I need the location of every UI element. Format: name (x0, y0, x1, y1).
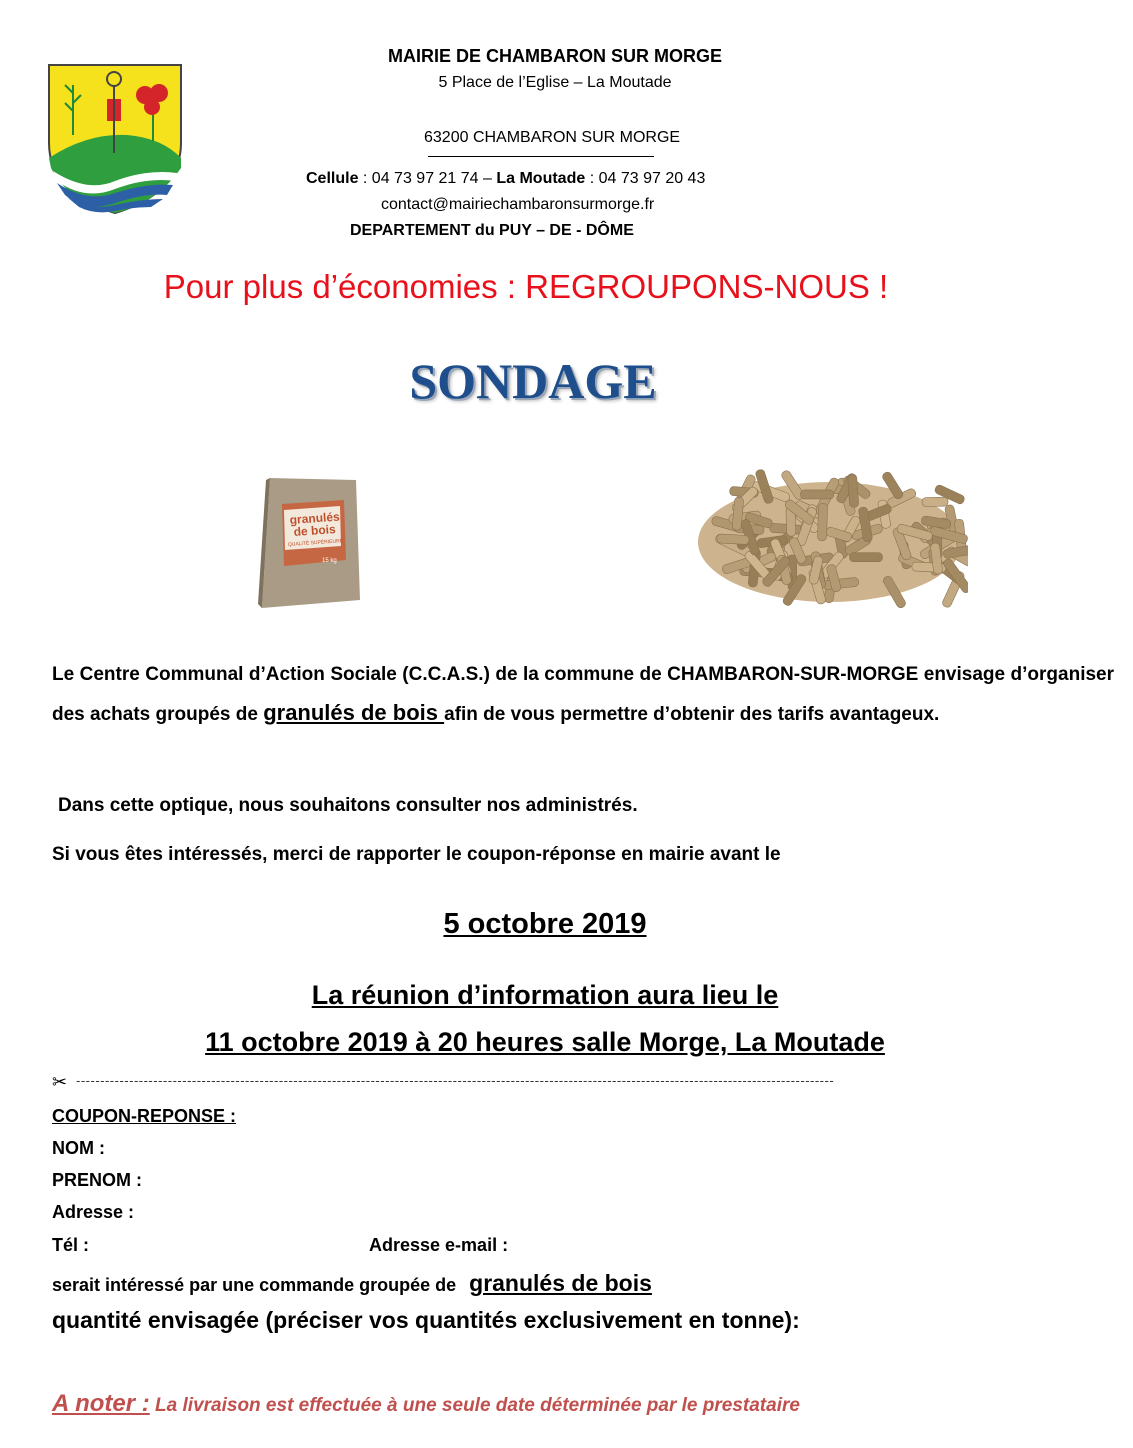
phone-cellule: : 04 73 97 21 74 – (358, 170, 497, 187)
field-email-label: Adresse e-mail : (369, 1235, 509, 1255)
field-nom-label: NOM : (52, 1138, 105, 1158)
deadline-text: 5 octobre 2019 (443, 908, 647, 940)
field-adresse-label: Adresse : (52, 1202, 135, 1222)
intro-paragraph (52, 656, 1114, 734)
quantity-line: quantité envisagée (préciser vos quantités exclusivement en tonne): (52, 1307, 800, 1333)
meeting-line-1 (0, 980, 1090, 1011)
field-prenom-label: PRENOM : (52, 1170, 142, 1190)
bag-label-4: 15 kg (322, 558, 337, 564)
pellet (922, 497, 948, 506)
delivery-note (52, 1390, 800, 1418)
interest-text: serait intéressé par une commande groupée de (52, 1275, 462, 1295)
meeting-text-2: 11 octobre 2019 à 20 heures salle Morge, La Moutade (205, 1027, 885, 1057)
wood-pellets-image (690, 450, 968, 610)
product-highlight: granulés de bois (263, 700, 445, 725)
bag-label-3: QUALITÉ SUPÉRIEURE (287, 538, 344, 548)
interest-product: granulés de bois (469, 1270, 652, 1296)
address-line-1: 5 Place de l’Eglise – La Moutade (438, 74, 672, 91)
phone-cellule-label: Cellule (306, 170, 359, 187)
interest-line (52, 1270, 652, 1297)
meeting-line-2 (0, 1027, 1090, 1058)
intro-text-end: afin de vous permettre d’obtenir des tarifs avantageux. (444, 704, 940, 725)
consultation-paragraph: Dans cette optique, nous souhaitons consulter nos administrés. (58, 795, 638, 816)
header-divider (428, 156, 654, 157)
bag-label-1: granulés (289, 509, 341, 527)
scissors-icon: ✂ (52, 1072, 68, 1092)
coupon-title: COUPON-REPONSE : (52, 1106, 237, 1126)
slogan: Pour plus d’économies : REGROUPONS-NOUS ! (163, 268, 889, 305)
pellet (800, 490, 833, 499)
cut-line: ------------------------------------------------------------------------------------------------------------------------------------------------------------- (76, 1073, 835, 1088)
pellet-bag-image (222, 470, 364, 612)
address-line-2: 63200 CHAMBARON SUR MORGE (424, 129, 681, 146)
pellet (717, 534, 750, 545)
return-instructions: Si vous êtes intéressés, merci de rapporter le coupon-réponse en mairie avant le (52, 844, 781, 865)
pellet (769, 523, 803, 534)
meeting-text-1: La réunion d’information aura lieu le (311, 980, 779, 1010)
phone-moutade-label: La Moutade (496, 170, 586, 187)
page-heading: SONDAGE (409, 353, 657, 409)
phone-moutade: : 04 73 97 20 43 (585, 170, 706, 187)
pellet (848, 475, 859, 508)
intro-text-start: Le Centre Communal d’Action Sociale (C.C.A.S.) de la commune de CHAMBARON-SUR-MORGE envisage d’organiser des achats groupés de (52, 664, 1114, 725)
bag-label-2: de bois (293, 522, 337, 539)
town-hall-title: MAIRIE DE CHAMBARON SUR MORGE (387, 46, 722, 66)
note-text: La livraison est effectuée à une seule date déterminée par le prestataire (149, 1395, 800, 1416)
pellet (817, 503, 827, 541)
contact-email: contact@mairiechambaronsurmorge.fr (381, 196, 655, 213)
field-tel-label: Tél : (52, 1235, 90, 1255)
phone-numbers (306, 170, 705, 188)
department-label: DEPARTEMENT du PUY – DE - DÔME (350, 222, 634, 239)
note-label: A noter : (52, 1390, 150, 1417)
deadline-date (0, 908, 1090, 941)
pellet (850, 553, 883, 562)
